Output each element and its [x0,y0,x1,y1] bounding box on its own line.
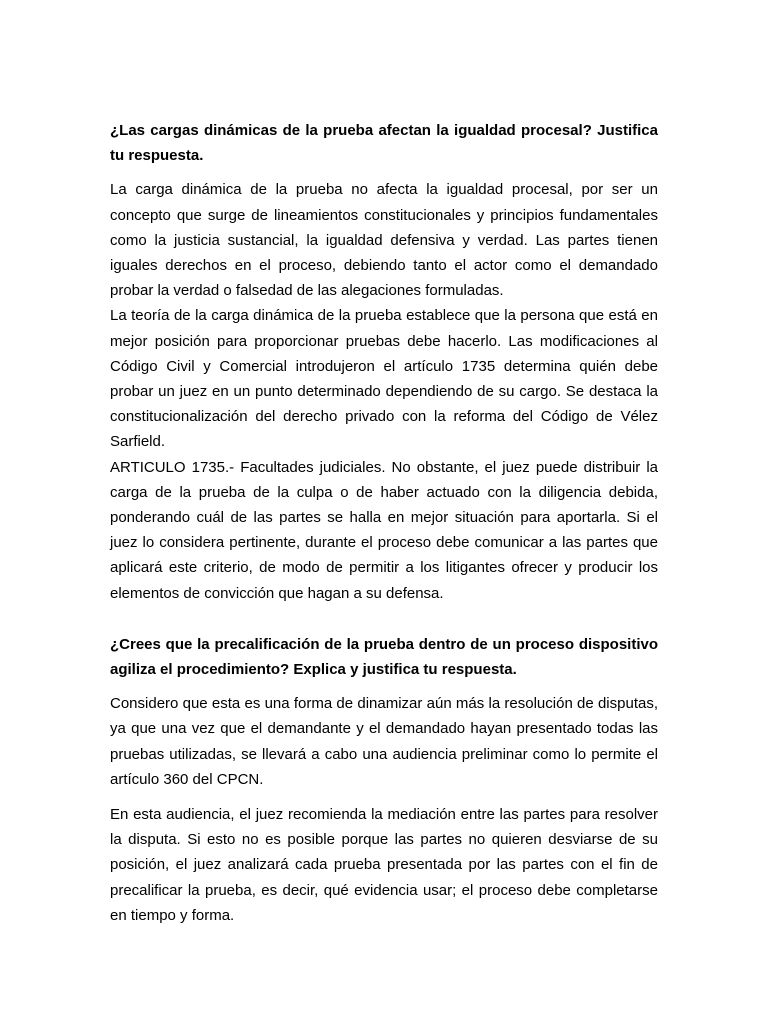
answer-paragraph: La carga dinámica de la prueba no afecta la igualdad procesal, por ser un concepto que surge de lineamientos constitucionales y principios fundamentales como la justicia sustancial, la igualdad defensiva y verdad. Las partes tienen iguales derechos en el proceso, debiendo tanto el actor como el demandado probar la verdad o falsedad de las alegaciones formuladas. [110,181,658,300]
answer-paragraph: Considero que esta es una forma de dinamizar aún más la resolución de disputas, ya que una vez que el demandante y el demandado hayan presentado todas las pruebas utilizadas, se llevará a cabo una audiencia preliminar como lo permite el artículo 360 del CPCN. [110,695,658,788]
document-page [110,118,658,928]
answer-paragraph: En esta audiencia, el juez recomienda la mediación entre las partes para resolver la disputa. Si esto no es posible porque las partes no quieren desviarse de su posición, el juez analizará cada prueba presentada por las partes con el fin de precalificar la prueba, es decir, qué evidencia usar; el proceso debe completarse en tiempo y forma. [110,806,658,924]
question-heading: ¿Crees que la precalificación de la prueba dentro de un proceso dispositivo agiliza el procedimiento? Explica y justifica tu respuesta. [110,635,658,679]
answer-paragraph: ARTICULO 1735.- Facultades judiciales. No obstante, el juez puede distribuir la carga de la prueba de la culpa o de haber actuado con la diligencia debida, ponderando cuál de las partes se halla en mejor situación para aportarla. Si el juez lo considera pertinente, durante el proceso debe comunicar a las partes que aplicará este criterio, de modo de permitir a los litigantes ofrecer y producir los elementos de convicción que hagan a su defensa. [110,458,658,602]
answer-paragraph: La teoría de la carga dinámica de la prueba establece que la persona que está en mejor posición para proporcionar pruebas debe hacerlo. Las modificaciones al Código Civil y Comercial introdujeron el artículo 1735 determina quién debe probar un juez en un punto determinado dependiendo de su cargo. Se destaca la constitucionalización del derecho privado con la reforma del Código de Vélez Sarfield. [110,307,658,451]
question-heading: ¿Las cargas dinámicas de la prueba afectan la igualdad procesal? Justifica tu respuesta. [110,122,658,165]
